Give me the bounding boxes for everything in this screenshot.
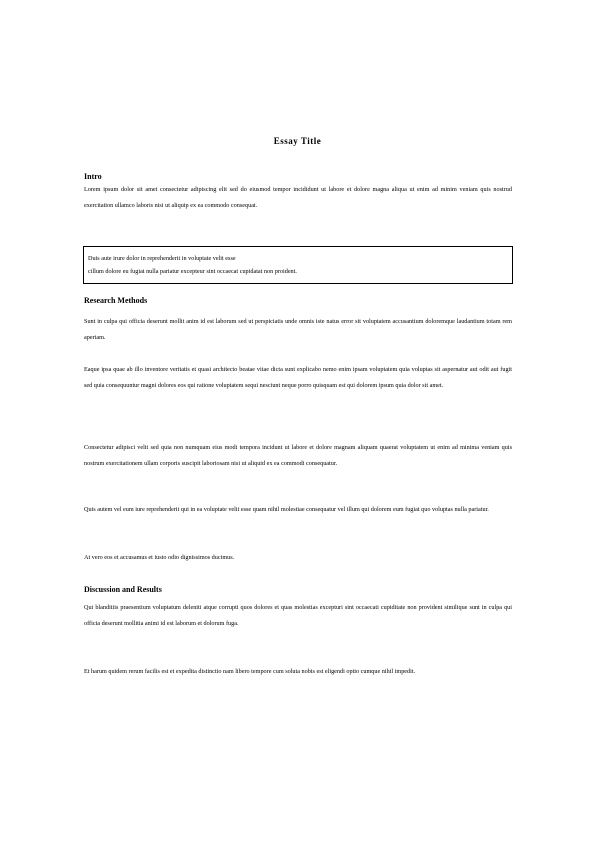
methods-paragraph: At vero eos et accusamus et iusto odio dignissimos ducimus. (84, 554, 235, 561)
methods-paragraph: Consectetur adipisci velit sed quia non numquam eius modi tempora incidunt ut labore et dolore magnam aliquam quaerat voluptatem ut enim ad minima veniam quis nostrum exercitationem ullam corporis suscipit laboriosam nisi ut aliquid ex ea commodi consequatur. (84, 444, 512, 467)
quote-box-line: cillum dolore eu fugiat nulla pariatur excepteur sint occaecat cupidatat non proident. (88, 268, 297, 275)
methods-paragraph: Quis autem vel eum iure reprehenderit qui in ea voluptate velit esse quam nihil molestiae consequatur vel illum qui dolorem eum fugiat quo voluptas nulla pariatur. (84, 506, 489, 513)
intro-paragraph: Lorem ipsum dolor sit amet consectetur adipiscing elit sed do eiusmod tempor incididunt ut labore et dolore magna aliqua ut enim ad minim veniam quis nostrud exercitation ullamco laboris nisi ut aliquip ex ea commodo consequat. (84, 186, 512, 209)
section-heading-discussion: Discussion and Results (84, 585, 162, 594)
quote-box-line: Duis aute irure dolor in reprehenderit in voluptate velit esse (88, 255, 236, 262)
section-heading-intro: Intro (84, 172, 102, 181)
methods-paragraph: Eaque ipsa quae ab illo inventore veritatis et quasi architecto beatae vitae dicta sunt explicabo nemo enim ipsam voluptatem quia voluptas sit aspernatur aut odit aut fugit sed quia consequuntur magni dolores eos qui ratione voluptatem sequi nesciunt neque porro quisquam est qui dolorem ipsum quia dolor sit amet. (84, 366, 512, 389)
discussion-paragraph: Qui blanditiis praesentium voluptatum deleniti atque corrupti quos dolores et quas molestias excepturi sint occaecati cupiditate non provident similique sunt in culpa qui officia deserunt mollitia animi id est laborum et dolorum fuga. (84, 604, 512, 627)
discussion-paragraph: Et harum quidem rerum facilis est et expedita distinctio nam libero tempore cum soluta nobis est eligendi optio cumque nihil impedit. (84, 668, 416, 675)
quote-box (83, 246, 513, 284)
section-heading-methods: Research Methods (84, 296, 148, 305)
document-title: Essay Title (273, 136, 322, 146)
methods-paragraph: Sunt in culpa qui officia deserunt mollit anim id est laborum sed ut perspiciatis unde omnis iste natus error sit voluptatem accusantium doloremque laudantium totam rem aperiam. (84, 318, 512, 341)
